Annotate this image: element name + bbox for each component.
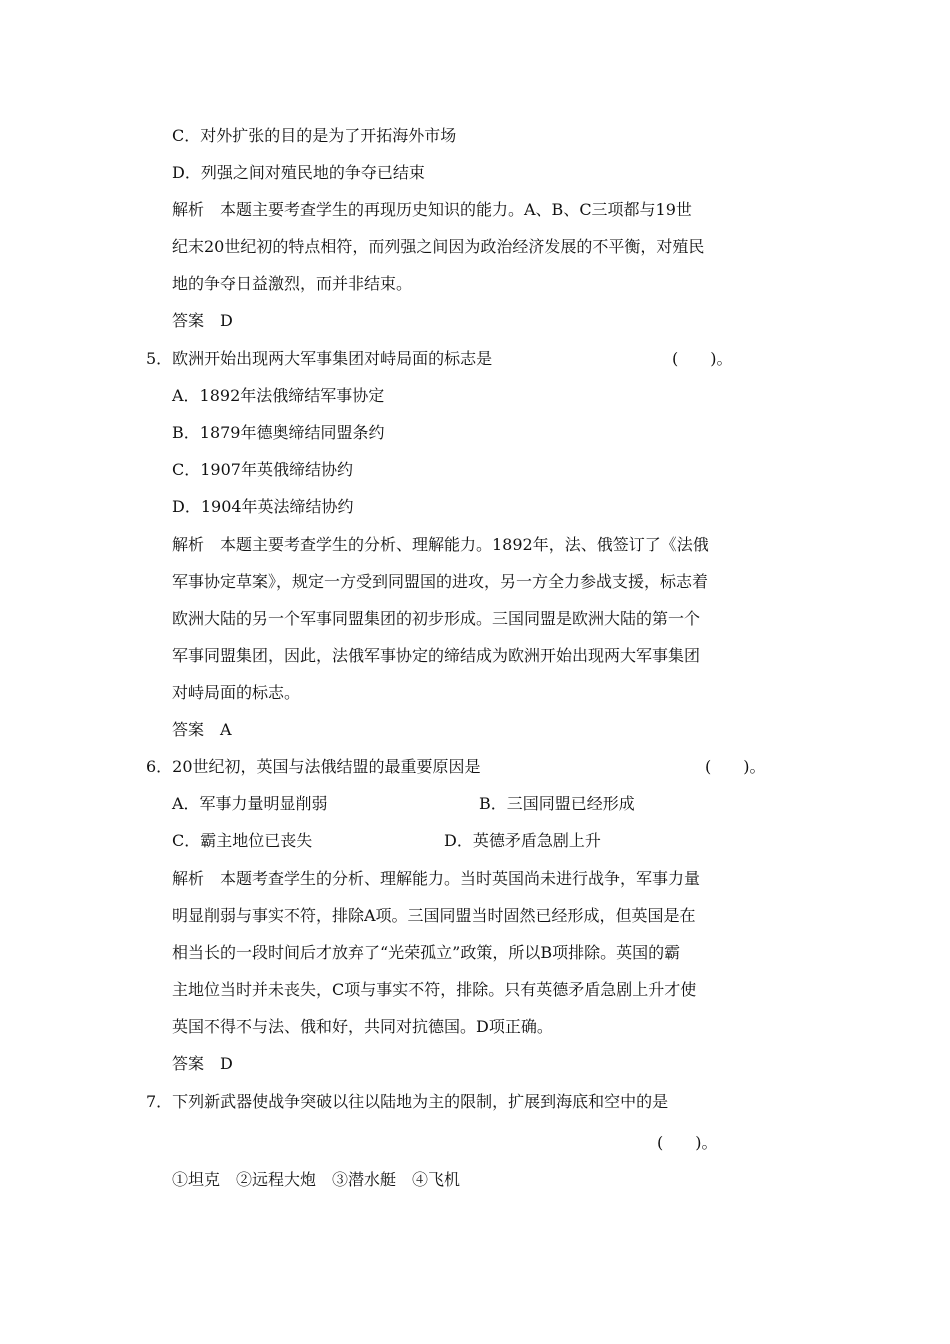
q4-option-d: D．列强之间对殖民地的争夺已结束 xyxy=(172,163,425,182)
q6-analysis-line-1: 解析 本题考查学生的分析、理解能力。当时英国尚未进行战争，军事力量 xyxy=(172,869,701,888)
q6-analysis-line-4: 主地位当时并未丧失，C项与事实不符，排除。只有英德矛盾急剧上升才使 xyxy=(172,980,697,999)
q5-stem: 5．欧洲开始出现两大军事集团对峙局面的标志是 xyxy=(146,349,493,368)
q6-option-a: A．军事力量明显削弱 xyxy=(172,794,328,813)
q4-answer: 答案 D xyxy=(172,311,233,330)
q5-option-c: C．1907年英俄缔结协约 xyxy=(172,460,353,479)
q7-stem: 7．下列新武器使战争突破以往以陆地为主的限制，扩展到海底和空中的是 xyxy=(146,1092,669,1111)
q4-analysis-line-1: 解析 本题主要考查学生的再现历史知识的能力。A、B、C三项都与19世 xyxy=(172,200,692,219)
q5-analysis-line-5: 对峙局面的标志。 xyxy=(172,683,301,702)
q6-option-c: C．霸主地位已丧失 xyxy=(172,831,313,850)
q6-stem: 6．20世纪初，英国与法俄结盟的最重要原因是 xyxy=(146,757,481,776)
q5-analysis-line-1: 解析 本题主要考查学生的分析、理解能力。1892年，法、俄签订了《法俄 xyxy=(172,535,709,554)
q5-option-a: A．1892年法俄缔结军事协定 xyxy=(172,386,385,405)
q5-answer: 答案 A xyxy=(172,720,232,739)
q5-option-d: D．1904年英法缔结协约 xyxy=(172,497,354,516)
q6-answer: 答案 D xyxy=(172,1054,233,1073)
q5-answer-blank: ( )。 xyxy=(672,349,733,368)
q6-option-b: B．三国同盟已经形成 xyxy=(479,794,635,813)
q4-analysis-line-2: 纪末20世纪初的特点相符，而列强之间因为政治经济发展的不平衡，对殖民 xyxy=(172,237,705,256)
q6-analysis-line-5: 英国不得不与法、俄和好，共同对抗德国。D项正确。 xyxy=(172,1017,553,1036)
q5-analysis-line-4: 军事同盟集团，因此，法俄军事协定的缔结成为欧洲开始出现两大军事集团 xyxy=(172,646,701,665)
q6-answer-blank: ( )。 xyxy=(705,757,766,776)
q4-analysis-line-3: 地的争夺日益激烈，而并非结束。 xyxy=(172,274,413,293)
q5-analysis-line-3: 欧洲大陆的另一个军事同盟集团的初步形成。三国同盟是欧洲大陆的第一个 xyxy=(172,609,701,628)
q6-option-d: D．英德矛盾急剧上升 xyxy=(444,831,601,850)
q7-items: ①坦克 ②远程大炮 ③潜水艇 ④飞机 xyxy=(172,1170,461,1189)
q6-analysis-line-2: 明显削弱与事实不符，排除A项。三国同盟当时固然已经形成，但英国是在 xyxy=(172,906,696,925)
q5-option-b: B．1879年德奥缔结同盟条约 xyxy=(172,423,385,442)
q7-answer-blank: ( )。 xyxy=(657,1133,718,1152)
q5-analysis-line-2: 军事协定草案》，规定一方受到同盟国的进攻，另一方全力参战支援，标志着 xyxy=(172,572,709,591)
q6-analysis-line-3: 相当长的一段时间后才放弃了“光荣孤立”政策，所以B项排除。英国的霸 xyxy=(172,943,681,962)
q4-option-c: C．对外扩张的目的是为了开拓海外市场 xyxy=(172,126,457,145)
